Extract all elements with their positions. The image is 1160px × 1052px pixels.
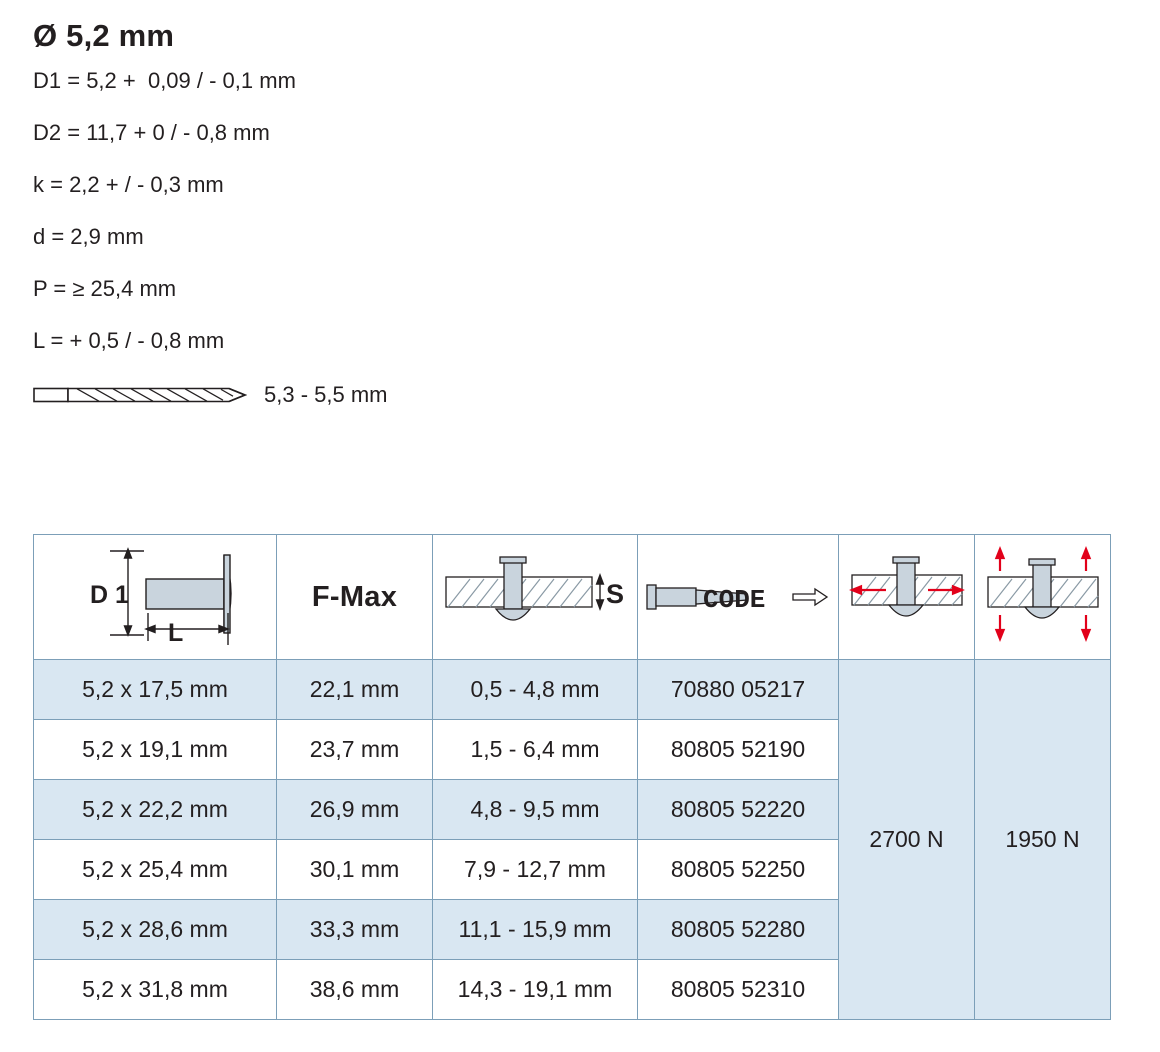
spec-line-l: L = + 0,5 / - 0,8 mm	[33, 328, 225, 353]
rivet-table-container	[33, 534, 1111, 1020]
drill-hole-value: 5,3 - 5,5 mm	[264, 382, 388, 407]
cell-code: 70880 05217	[638, 660, 839, 720]
svg-text:CODE: CODE	[703, 585, 766, 615]
cell-dimension: 5,2 x 22,2 mm	[34, 780, 277, 840]
column-header-fmax-label: F-Max	[311, 580, 398, 613]
rivet-table	[33, 534, 1111, 1020]
column-header-tensile	[975, 535, 1111, 660]
cell-fmax: 26,9 mm	[277, 780, 433, 840]
cell-code: 80805 52190	[638, 720, 839, 780]
spec-line-d1: D1 = 5,2 + 0,09 / - 0,1 mm	[33, 68, 296, 93]
svg-text:L: L	[168, 619, 184, 647]
cell-code: 80805 52250	[638, 840, 839, 900]
shear-force-icon	[842, 549, 972, 645]
column-header-code	[638, 535, 839, 660]
drill-hole-row	[33, 382, 733, 408]
cell-fmax: 38,6 mm	[277, 960, 433, 1020]
cell-shear-value: 2700 N	[839, 660, 975, 1020]
rivet-clamp-range-icon	[440, 551, 630, 643]
cell-dimension: 5,2 x 17,5 mm	[34, 660, 277, 720]
column-header-clamp	[433, 535, 638, 660]
svg-text:D 1: D 1	[90, 581, 129, 609]
cell-clamp: 0,5 - 4,8 mm	[433, 660, 638, 720]
cell-dimension: 5,2 x 28,6 mm	[34, 900, 277, 960]
cell-dimension: 5,2 x 19,1 mm	[34, 720, 277, 780]
spec-line-p: P = ≥ 25,4 mm	[33, 276, 177, 301]
cell-clamp: 1,5 - 6,4 mm	[433, 720, 638, 780]
rivet-code-icon	[643, 567, 833, 627]
cell-code: 80805 52310	[638, 960, 839, 1020]
cell-clamp: 4,8 - 9,5 mm	[433, 780, 638, 840]
column-header-fmax	[277, 535, 433, 660]
cell-fmax: 23,7 mm	[277, 720, 433, 780]
cell-code: 80805 52220	[638, 780, 839, 840]
rivet-dimension-icon	[40, 541, 270, 653]
spec-line-d2: D2 = 11,7 + 0 / - 0,8 mm	[33, 120, 270, 145]
cell-dimension: 5,2 x 31,8 mm	[34, 960, 277, 1020]
tensile-force-icon	[978, 545, 1108, 649]
cell-dimension: 5,2 x 25,4 mm	[34, 840, 277, 900]
table-row	[34, 660, 1111, 720]
spec-line-k: k = 2,2 + / - 0,3 mm	[33, 172, 224, 197]
cell-tensile-value: 1950 N	[975, 660, 1111, 1020]
cell-clamp: 11,1 - 15,9 mm	[433, 900, 638, 960]
cell-fmax: 30,1 mm	[277, 840, 433, 900]
cell-code: 80805 52280	[638, 900, 839, 960]
column-header-shear	[839, 535, 975, 660]
svg-text:S: S	[606, 579, 625, 609]
spec-line-d: d = 2,9 mm	[33, 224, 144, 249]
specification-block	[33, 18, 733, 408]
drill-bit-icon	[33, 383, 248, 407]
cell-clamp: 7,9 - 12,7 mm	[433, 840, 638, 900]
cell-fmax: 22,1 mm	[277, 660, 433, 720]
column-header-dimension	[34, 535, 277, 660]
table-header-row	[34, 535, 1111, 660]
page-title: Ø 5,2 mm	[33, 18, 175, 53]
cell-clamp: 14,3 - 19,1 mm	[433, 960, 638, 1020]
cell-fmax: 33,3 mm	[277, 900, 433, 960]
